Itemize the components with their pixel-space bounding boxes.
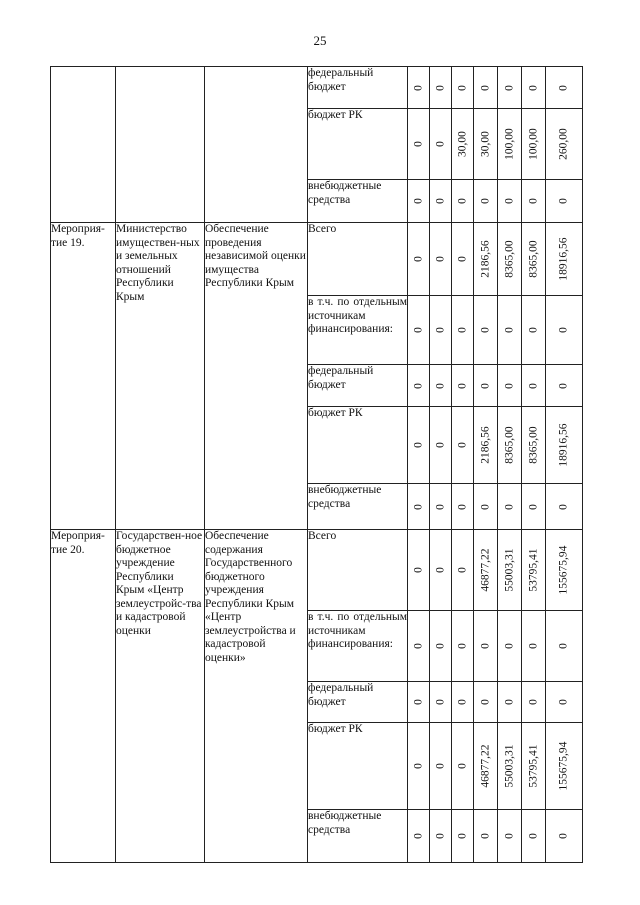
value-text: 0 xyxy=(557,699,570,705)
value-text: 0 xyxy=(411,141,424,147)
value-text: 0 xyxy=(526,84,539,91)
value-cell xyxy=(522,810,546,863)
value-text: 0 xyxy=(478,327,491,333)
funding-source-cell xyxy=(308,67,408,109)
value-text: 0 xyxy=(433,699,446,705)
value-text: 0 xyxy=(433,84,446,91)
executor-cell: Государствен-ное бюджетное учреждение Республики Крым «Центр землеустройс-тва и кадастровой оценки xyxy=(116,530,205,863)
value-text: 0 xyxy=(526,198,539,204)
value-text: 155675,94 xyxy=(557,545,570,595)
value-text: 0 xyxy=(478,833,491,839)
value-text: 0 xyxy=(455,763,468,769)
measure-cell: Мероприя-тие 20. xyxy=(51,530,116,863)
value-cell xyxy=(546,109,583,180)
value-text: 53795,41 xyxy=(526,548,539,592)
value-cell xyxy=(408,67,430,109)
value-text: 0 xyxy=(411,567,424,573)
value-cell xyxy=(498,180,522,223)
value-text: 0 xyxy=(557,643,570,649)
value-cell xyxy=(430,67,452,109)
value-cell xyxy=(408,109,430,180)
value-cell xyxy=(474,223,498,296)
value-cell xyxy=(474,484,498,530)
value-text: 0 xyxy=(455,442,468,448)
value-text: 0 xyxy=(502,327,515,333)
value-cell xyxy=(452,723,474,810)
value-text: 0 xyxy=(526,503,539,510)
value-text: 8365,00 xyxy=(502,426,515,464)
value-text: 0 xyxy=(433,141,446,147)
value-text: 0 xyxy=(455,256,468,262)
value-text: 0 xyxy=(411,84,424,91)
value-cell xyxy=(522,723,546,810)
value-cell xyxy=(498,611,522,682)
value-cell xyxy=(546,223,583,296)
value-text: 0 xyxy=(433,503,446,510)
value-cell xyxy=(546,484,583,530)
funding-source-label: в т.ч. по отдельным источникам финансирования: xyxy=(308,296,407,335)
value-cell xyxy=(452,296,474,365)
value-text: 0 xyxy=(455,327,468,333)
value-cell xyxy=(452,810,474,863)
value-text: 0 xyxy=(478,84,491,91)
value-text: 0 xyxy=(557,503,570,510)
value-text: 30,00 xyxy=(478,131,491,157)
funding-source-label: внебюджетные средства xyxy=(308,810,382,836)
value-cell xyxy=(522,611,546,682)
value-cell xyxy=(430,180,452,223)
value-text: 0 xyxy=(411,256,424,262)
value-text: 46877,22 xyxy=(478,548,491,592)
value-cell xyxy=(452,484,474,530)
value-cell xyxy=(546,365,583,407)
value-cell xyxy=(522,484,546,530)
value-cell xyxy=(452,407,474,484)
value-text: 2186,56 xyxy=(478,240,491,278)
value-cell xyxy=(546,67,583,109)
page-number: 25 xyxy=(313,33,327,48)
value-text: 8365,00 xyxy=(526,426,539,464)
value-cell xyxy=(408,530,430,611)
value-text: 0 xyxy=(433,643,446,649)
value-cell xyxy=(452,365,474,407)
value-cell xyxy=(408,296,430,365)
value-cell xyxy=(408,723,430,810)
value-text: 0 xyxy=(478,699,491,705)
value-text: 8365,00 xyxy=(502,240,515,278)
value-text: 0 xyxy=(411,699,424,705)
funding-source-cell xyxy=(308,407,408,484)
value-cell xyxy=(546,530,583,611)
funding-source-label: бюджет РК xyxy=(308,407,363,419)
value-cell xyxy=(474,723,498,810)
value-text: 0 xyxy=(455,643,468,649)
value-text: 0 xyxy=(433,763,446,769)
value-cell xyxy=(408,484,430,530)
value-text: 0 xyxy=(433,327,446,333)
value-cell xyxy=(430,530,452,611)
value-text: 18916,56 xyxy=(557,423,570,467)
funding-source-label: бюджет РК xyxy=(308,723,363,735)
value-text: 0 xyxy=(502,84,515,91)
value-cell xyxy=(546,180,583,223)
value-text: 0 xyxy=(526,643,539,649)
value-text: 0 xyxy=(411,833,424,839)
value-cell xyxy=(522,407,546,484)
activity-cell xyxy=(205,67,308,223)
value-cell xyxy=(452,530,474,611)
table-row xyxy=(51,530,583,611)
value-cell xyxy=(452,180,474,223)
value-text: 0 xyxy=(455,567,468,573)
value-text: 53795,41 xyxy=(526,744,539,788)
value-cell xyxy=(498,810,522,863)
value-cell xyxy=(474,109,498,180)
funding-source-cell xyxy=(308,484,408,530)
value-text: 0 xyxy=(502,643,515,649)
value-text: 0 xyxy=(526,382,539,389)
value-cell xyxy=(408,180,430,223)
value-cell xyxy=(546,723,583,810)
value-text: 30,00 xyxy=(455,131,468,157)
value-cell xyxy=(452,109,474,180)
table-row xyxy=(51,67,583,109)
value-text: 0 xyxy=(502,699,515,705)
value-text: 0 xyxy=(526,833,539,839)
value-text: 46877,22 xyxy=(478,744,491,788)
value-cell xyxy=(474,365,498,407)
value-cell xyxy=(498,365,522,407)
value-text: 0 xyxy=(411,382,424,389)
value-text: 0 xyxy=(411,442,424,448)
value-cell xyxy=(522,296,546,365)
value-text: 0 xyxy=(557,84,570,91)
value-cell xyxy=(498,682,522,723)
value-text: 0 xyxy=(455,84,468,91)
value-cell xyxy=(522,109,546,180)
funding-source-cell xyxy=(308,723,408,810)
value-text: 0 xyxy=(557,382,570,389)
value-text: 55003,31 xyxy=(502,548,515,592)
funding-source-cell xyxy=(308,109,408,180)
value-cell xyxy=(546,296,583,365)
value-cell xyxy=(430,682,452,723)
value-cell xyxy=(522,365,546,407)
value-cell xyxy=(430,109,452,180)
value-text: 0 xyxy=(411,643,424,649)
value-cell xyxy=(522,223,546,296)
value-cell xyxy=(430,407,452,484)
value-text: 0 xyxy=(478,382,491,389)
value-cell xyxy=(474,67,498,109)
value-text: 0 xyxy=(502,382,515,389)
value-cell xyxy=(430,723,452,810)
value-cell xyxy=(498,67,522,109)
value-cell xyxy=(430,484,452,530)
value-text: 100,00 xyxy=(502,128,515,160)
value-cell xyxy=(430,223,452,296)
value-text: 0 xyxy=(433,567,446,573)
value-cell xyxy=(474,530,498,611)
value-text: 100,00 xyxy=(526,128,539,160)
funding-source-cell xyxy=(308,530,408,611)
value-cell xyxy=(498,723,522,810)
value-text: 0 xyxy=(411,327,424,333)
value-text: 8365,00 xyxy=(526,240,539,278)
value-cell xyxy=(408,611,430,682)
executor-cell: Министерство имуществен-ных и земельных отношений Республики Крым xyxy=(116,223,205,530)
value-text: 0 xyxy=(502,833,515,839)
value-cell xyxy=(474,180,498,223)
value-text: 2186,56 xyxy=(478,426,491,464)
funding-source-cell xyxy=(308,365,408,407)
value-text: 0 xyxy=(455,503,468,510)
value-text: 0 xyxy=(433,198,446,204)
table-row xyxy=(51,223,583,296)
value-cell xyxy=(474,611,498,682)
budget-table xyxy=(50,66,583,863)
value-cell xyxy=(474,407,498,484)
value-text: 155675,94 xyxy=(557,741,570,791)
value-cell xyxy=(452,67,474,109)
funding-source-label: бюджет РК xyxy=(308,109,363,121)
value-text: 0 xyxy=(411,198,424,204)
value-text: 0 xyxy=(455,198,468,204)
value-cell xyxy=(498,407,522,484)
funding-source-label: федеральный бюджет xyxy=(308,67,374,93)
value-cell xyxy=(474,296,498,365)
value-text: 0 xyxy=(478,198,491,204)
value-cell xyxy=(408,810,430,863)
value-cell xyxy=(546,682,583,723)
value-cell xyxy=(408,682,430,723)
value-text: 0 xyxy=(411,763,424,769)
value-text: 0 xyxy=(478,643,491,649)
activity-cell: Обеспечение проведения независимой оценки имущества Республики Крым xyxy=(205,223,308,530)
funding-source-cell xyxy=(308,223,408,296)
value-text: 0 xyxy=(502,198,515,204)
table-body xyxy=(51,67,583,863)
value-cell xyxy=(546,407,583,484)
value-cell xyxy=(498,223,522,296)
value-cell xyxy=(522,682,546,723)
value-cell xyxy=(408,365,430,407)
value-text: 0 xyxy=(455,382,468,389)
value-cell xyxy=(522,530,546,611)
funding-source-label: внебюджетные средства xyxy=(308,484,382,510)
funding-source-label: Всего xyxy=(308,223,337,235)
executor-cell xyxy=(116,67,205,223)
funding-source-cell xyxy=(308,296,408,365)
value-text: 0 xyxy=(526,327,539,333)
value-text: 18916,56 xyxy=(557,237,570,281)
value-text: 0 xyxy=(433,442,446,448)
value-cell xyxy=(430,611,452,682)
funding-source-cell xyxy=(308,682,408,723)
funding-source-label: федеральный бюджет xyxy=(308,682,374,708)
value-cell xyxy=(430,365,452,407)
value-text: 0 xyxy=(433,256,446,262)
value-cell xyxy=(452,611,474,682)
value-cell xyxy=(474,810,498,863)
value-text: 55003,31 xyxy=(502,744,515,788)
funding-source-label: внебюджетные средства xyxy=(308,180,382,206)
value-cell xyxy=(452,682,474,723)
value-cell xyxy=(430,810,452,863)
value-text: 0 xyxy=(455,699,468,705)
value-text: 0 xyxy=(557,833,570,839)
measure-cell xyxy=(51,67,116,223)
value-text: 0 xyxy=(526,699,539,705)
value-text: 0 xyxy=(478,503,491,510)
funding-source-cell xyxy=(308,810,408,863)
funding-source-label: федеральный бюджет xyxy=(308,365,374,391)
value-text: 260,00 xyxy=(557,128,570,160)
value-cell xyxy=(522,67,546,109)
value-cell xyxy=(408,223,430,296)
value-cell xyxy=(546,810,583,863)
funding-source-label: Всего xyxy=(308,530,337,542)
value-cell xyxy=(452,223,474,296)
value-cell xyxy=(474,682,498,723)
value-text: 0 xyxy=(433,833,446,839)
value-cell xyxy=(498,109,522,180)
value-cell xyxy=(546,611,583,682)
measure-cell: Мероприя-тие 19. xyxy=(51,223,116,530)
value-cell xyxy=(408,407,430,484)
value-text: 0 xyxy=(433,382,446,389)
value-text: 0 xyxy=(411,503,424,510)
value-cell xyxy=(498,296,522,365)
value-text: 0 xyxy=(557,327,570,333)
funding-source-cell xyxy=(308,611,408,682)
funding-source-label: в т.ч. по отдельным источникам финансирования: xyxy=(308,611,407,650)
value-text: 0 xyxy=(502,503,515,510)
value-cell xyxy=(430,296,452,365)
value-text: 0 xyxy=(557,198,570,204)
funding-source-cell xyxy=(308,180,408,223)
value-cell xyxy=(522,180,546,223)
value-cell xyxy=(498,484,522,530)
value-cell xyxy=(498,530,522,611)
activity-cell: Обеспечение содержания Государственного бюджетного учреждения Республики Крым «Центр землеустройства и кадастровой оценки» xyxy=(205,530,308,863)
value-text: 0 xyxy=(455,833,468,839)
